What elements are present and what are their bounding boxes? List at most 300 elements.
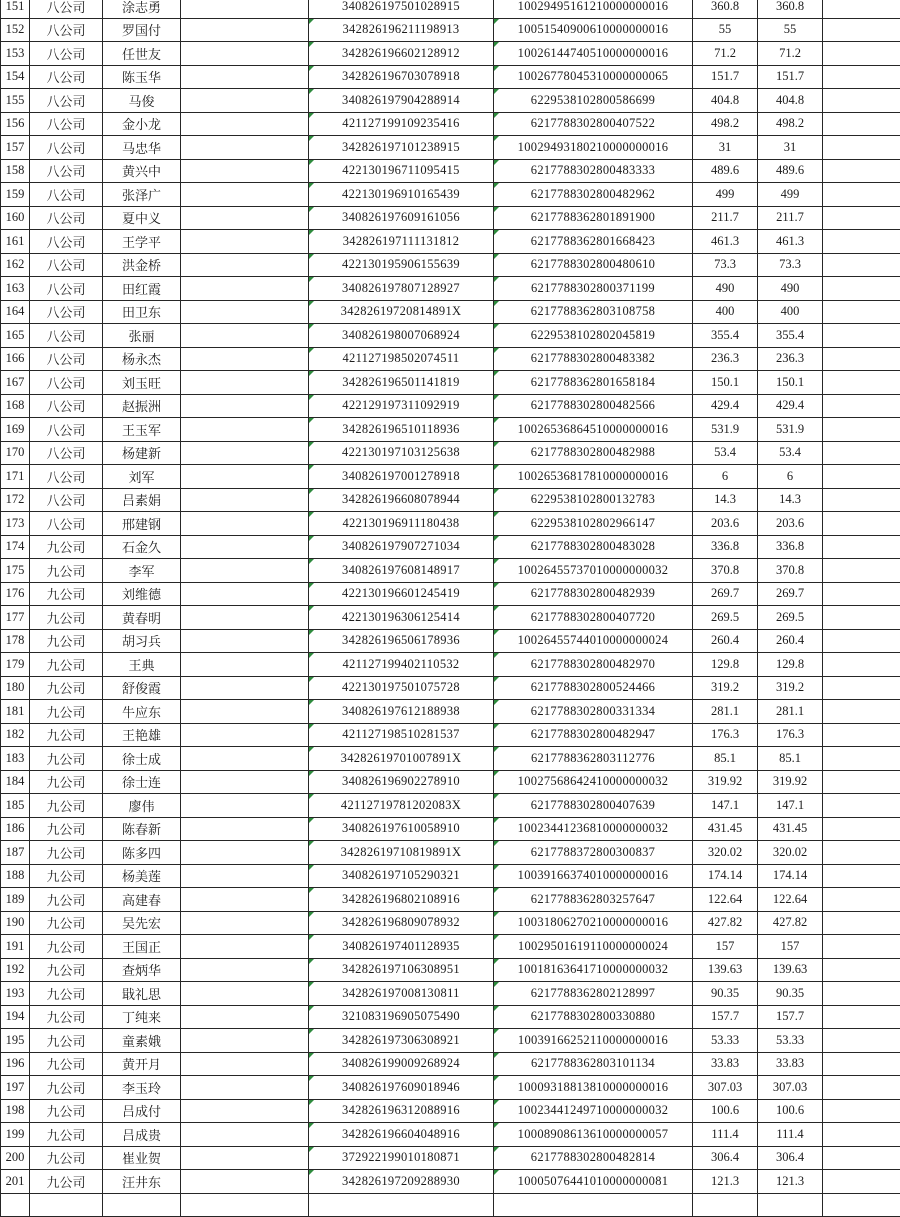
account-number-cell[interactable] [494,864,693,888]
person-name-cell[interactable]: 崔业贺 [103,1146,181,1170]
amount-confirm-cell[interactable] [758,1193,823,1217]
amount-confirm-cell[interactable]: 499 [758,183,823,207]
account-number-cell[interactable] [494,1170,693,1194]
empty-cell[interactable] [181,347,309,371]
account-number-cell[interactable] [494,1099,693,1123]
empty-cell[interactable] [823,324,900,348]
amount-cell[interactable]: 306.4 [693,1146,758,1170]
person-name-cell[interactable]: 赵振洲 [103,394,181,418]
company-cell[interactable]: 八公司 [30,136,103,160]
amount-cell[interactable]: 111.4 [693,1123,758,1147]
empty-cell[interactable] [181,653,309,677]
person-name-cell[interactable]: 洪金桥 [103,253,181,277]
amount-confirm-cell[interactable]: 174.14 [758,864,823,888]
row-number-cell[interactable]: 190 [1,911,30,935]
empty-cell[interactable] [181,888,309,912]
empty-cell[interactable] [181,230,309,254]
id-number-cell[interactable] [309,42,494,66]
empty-cell[interactable] [181,606,309,630]
account-number-cell[interactable] [494,911,693,935]
company-cell[interactable]: 八公司 [30,112,103,136]
row-number-cell[interactable]: 173 [1,512,30,536]
empty-cell[interactable] [181,1052,309,1076]
row-number-cell[interactable]: 165 [1,324,30,348]
amount-confirm-cell[interactable]: 157 [758,935,823,959]
account-number-cell[interactable] [494,1123,693,1147]
amount-confirm-cell[interactable]: 151.7 [758,65,823,89]
row-number-cell[interactable]: 156 [1,112,30,136]
company-cell[interactable]: 八公司 [30,418,103,442]
amount-confirm-cell[interactable]: 111.4 [758,1123,823,1147]
amount-cell[interactable]: 355.4 [693,324,758,348]
empty-cell[interactable] [823,1052,900,1076]
account-number-cell[interactable] [494,324,693,348]
company-cell[interactable]: 九公司 [30,700,103,724]
account-number-cell[interactable] [494,206,693,230]
empty-cell[interactable] [181,1170,309,1194]
amount-confirm-cell[interactable]: 320.02 [758,841,823,865]
amount-cell[interactable]: 269.5 [693,606,758,630]
amount-confirm-cell[interactable]: 498.2 [758,112,823,136]
row-number-cell[interactable]: 158 [1,159,30,183]
id-number-cell[interactable] [309,1099,494,1123]
id-number-cell[interactable] [309,1052,494,1076]
account-number-cell[interactable] [494,582,693,606]
empty-cell[interactable] [823,0,900,18]
company-cell[interactable]: 九公司 [30,747,103,771]
company-cell[interactable]: 九公司 [30,841,103,865]
amount-cell[interactable] [693,1193,758,1217]
empty-cell[interactable] [181,1005,309,1029]
empty-cell[interactable] [181,958,309,982]
amount-cell[interactable]: 121.3 [693,1170,758,1194]
amount-cell[interactable]: 211.7 [693,206,758,230]
amount-confirm-cell[interactable]: 211.7 [758,206,823,230]
account-number-cell[interactable] [494,794,693,818]
amount-cell[interactable]: 33.83 [693,1052,758,1076]
empty-cell[interactable] [823,206,900,230]
amount-cell[interactable]: 236.3 [693,347,758,371]
row-number-cell[interactable]: 152 [1,18,30,42]
company-cell[interactable]: 八公司 [30,488,103,512]
account-number-cell[interactable] [494,559,693,583]
account-number-cell[interactable] [494,888,693,912]
row-number-cell[interactable]: 189 [1,888,30,912]
amount-cell[interactable]: 100.6 [693,1099,758,1123]
id-number-cell[interactable] [309,300,494,324]
account-number-cell[interactable] [494,1076,693,1100]
person-name-cell[interactable]: 杨永杰 [103,347,181,371]
row-number-cell[interactable]: 181 [1,700,30,724]
company-cell[interactable]: 九公司 [30,606,103,630]
id-number-cell[interactable] [309,794,494,818]
amount-cell[interactable]: 336.8 [693,535,758,559]
id-number-cell[interactable] [309,841,494,865]
id-number-cell[interactable] [309,206,494,230]
empty-cell[interactable] [823,371,900,395]
empty-cell[interactable] [823,888,900,912]
company-cell[interactable]: 九公司 [30,1170,103,1194]
empty-cell[interactable] [181,770,309,794]
empty-cell[interactable] [823,65,900,89]
id-number-cell[interactable] [309,864,494,888]
amount-cell[interactable]: 139.63 [693,958,758,982]
row-number-cell[interactable]: 194 [1,1005,30,1029]
account-number-cell[interactable] [494,676,693,700]
company-cell[interactable]: 九公司 [30,1052,103,1076]
empty-cell[interactable] [181,0,309,18]
amount-cell[interactable]: 73.3 [693,253,758,277]
row-number-cell[interactable]: 155 [1,89,30,113]
id-number-cell[interactable] [309,112,494,136]
empty-cell[interactable] [181,394,309,418]
empty-cell[interactable] [181,794,309,818]
id-number-cell[interactable] [309,747,494,771]
company-cell[interactable]: 九公司 [30,1123,103,1147]
id-number-cell[interactable] [309,606,494,630]
amount-confirm-cell[interactable]: 6 [758,465,823,489]
amount-confirm-cell[interactable]: 400 [758,300,823,324]
account-number-cell[interactable] [494,1193,693,1217]
amount-cell[interactable]: 490 [693,277,758,301]
empty-cell[interactable] [181,418,309,442]
amount-cell[interactable]: 85.1 [693,747,758,771]
amount-confirm-cell[interactable]: 429.4 [758,394,823,418]
id-number-cell[interactable] [309,0,494,18]
empty-cell[interactable] [181,465,309,489]
id-number-cell[interactable] [309,535,494,559]
amount-confirm-cell[interactable]: 360.8 [758,0,823,18]
amount-cell[interactable]: 53.33 [693,1029,758,1053]
row-number-cell[interactable]: 185 [1,794,30,818]
empty-cell[interactable] [181,864,309,888]
amount-cell[interactable]: 319.92 [693,770,758,794]
row-number-cell[interactable]: 153 [1,42,30,66]
row-number-cell[interactable]: 199 [1,1123,30,1147]
empty-cell[interactable] [823,347,900,371]
person-name-cell[interactable]: 陈玉华 [103,65,181,89]
id-number-cell[interactable] [309,18,494,42]
amount-cell[interactable]: 260.4 [693,629,758,653]
empty-cell[interactable] [181,700,309,724]
empty-cell[interactable] [181,183,309,207]
empty-cell[interactable] [823,230,900,254]
empty-cell[interactable] [181,676,309,700]
amount-cell[interactable]: 320.02 [693,841,758,865]
empty-cell[interactable] [823,1146,900,1170]
person-name-cell[interactable]: 刘维德 [103,582,181,606]
empty-cell[interactable] [181,1076,309,1100]
account-number-cell[interactable] [494,488,693,512]
amount-confirm-cell[interactable]: 157.7 [758,1005,823,1029]
amount-confirm-cell[interactable]: 306.4 [758,1146,823,1170]
amount-confirm-cell[interactable]: 121.3 [758,1170,823,1194]
empty-cell[interactable] [181,253,309,277]
person-name-cell[interactable]: 张泽广 [103,183,181,207]
empty-cell[interactable] [181,747,309,771]
row-number-cell[interactable]: 164 [1,300,30,324]
amount-confirm-cell[interactable]: 147.1 [758,794,823,818]
amount-confirm-cell[interactable]: 269.5 [758,606,823,630]
empty-cell[interactable] [823,89,900,113]
id-number-cell[interactable] [309,347,494,371]
account-number-cell[interactable] [494,1029,693,1053]
company-cell[interactable]: 九公司 [30,864,103,888]
amount-cell[interactable]: 6 [693,465,758,489]
person-name-cell[interactable]: 夏中义 [103,206,181,230]
amount-confirm-cell[interactable]: 33.83 [758,1052,823,1076]
row-number-cell[interactable]: 186 [1,817,30,841]
company-cell[interactable]: 八公司 [30,300,103,324]
id-number-cell[interactable] [309,418,494,442]
empty-cell[interactable] [181,300,309,324]
amount-confirm-cell[interactable]: 461.3 [758,230,823,254]
row-number-cell[interactable]: 176 [1,582,30,606]
company-cell[interactable]: 九公司 [30,653,103,677]
id-number-cell[interactable] [309,935,494,959]
person-name-cell[interactable]: 马俊 [103,89,181,113]
amount-confirm-cell[interactable]: 269.7 [758,582,823,606]
amount-confirm-cell[interactable]: 431.45 [758,817,823,841]
empty-cell[interactable] [181,136,309,160]
account-number-cell[interactable] [494,1005,693,1029]
amount-confirm-cell[interactable]: 307.03 [758,1076,823,1100]
amount-confirm-cell[interactable]: 176.3 [758,723,823,747]
account-number-cell[interactable] [494,747,693,771]
empty-cell[interactable] [823,112,900,136]
id-number-cell[interactable] [309,183,494,207]
id-number-cell[interactable] [309,441,494,465]
person-name-cell[interactable]: 吴先宏 [103,911,181,935]
account-number-cell[interactable] [494,958,693,982]
amount-confirm-cell[interactable]: 490 [758,277,823,301]
empty-cell[interactable] [823,1193,900,1217]
row-number-cell[interactable]: 192 [1,958,30,982]
company-cell[interactable]: 九公司 [30,935,103,959]
amount-cell[interactable]: 71.2 [693,42,758,66]
amount-cell[interactable]: 174.14 [693,864,758,888]
amount-confirm-cell[interactable]: 203.6 [758,512,823,536]
amount-cell[interactable]: 427.82 [693,911,758,935]
account-number-cell[interactable] [494,136,693,160]
account-number-cell[interactable] [494,935,693,959]
amount-confirm-cell[interactable]: 14.3 [758,488,823,512]
company-cell[interactable] [30,1193,103,1217]
id-number-cell[interactable] [309,277,494,301]
row-number-cell[interactable]: 163 [1,277,30,301]
amount-cell[interactable]: 281.1 [693,700,758,724]
row-number-cell[interactable]: 172 [1,488,30,512]
person-name-cell[interactable]: 马忠华 [103,136,181,160]
company-cell[interactable]: 九公司 [30,911,103,935]
id-number-cell[interactable] [309,653,494,677]
person-name-cell[interactable]: 查炳华 [103,958,181,982]
person-name-cell[interactable]: 舒俊霞 [103,676,181,700]
row-number-cell[interactable]: 169 [1,418,30,442]
id-number-cell[interactable] [309,723,494,747]
id-number-cell[interactable] [309,512,494,536]
amount-confirm-cell[interactable]: 139.63 [758,958,823,982]
company-cell[interactable]: 八公司 [30,18,103,42]
company-cell[interactable]: 八公司 [30,324,103,348]
amount-confirm-cell[interactable]: 150.1 [758,371,823,395]
company-cell[interactable]: 九公司 [30,1005,103,1029]
amount-confirm-cell[interactable]: 71.2 [758,42,823,66]
amount-confirm-cell[interactable]: 31 [758,136,823,160]
amount-cell[interactable]: 53.4 [693,441,758,465]
amount-confirm-cell[interactable]: 319.2 [758,676,823,700]
empty-cell[interactable] [181,206,309,230]
amount-cell[interactable]: 150.1 [693,371,758,395]
company-cell[interactable]: 九公司 [30,559,103,583]
company-cell[interactable]: 八公司 [30,65,103,89]
empty-cell[interactable] [823,582,900,606]
id-number-cell[interactable] [309,159,494,183]
row-number-cell[interactable]: 175 [1,559,30,583]
amount-confirm-cell[interactable]: 236.3 [758,347,823,371]
empty-cell[interactable] [181,1099,309,1123]
empty-cell[interactable] [823,841,900,865]
person-name-cell[interactable]: 黄兴中 [103,159,181,183]
amount-cell[interactable]: 307.03 [693,1076,758,1100]
account-number-cell[interactable] [494,817,693,841]
row-number-cell[interactable]: 160 [1,206,30,230]
company-cell[interactable]: 八公司 [30,230,103,254]
account-number-cell[interactable] [494,418,693,442]
person-name-cell[interactable] [103,1193,181,1217]
person-name-cell[interactable]: 涂志勇 [103,0,181,18]
empty-cell[interactable] [823,136,900,160]
amount-confirm-cell[interactable]: 319.92 [758,770,823,794]
person-name-cell[interactable]: 戢礼思 [103,982,181,1006]
row-number-cell[interactable]: 170 [1,441,30,465]
account-number-cell[interactable] [494,653,693,677]
person-name-cell[interactable]: 张丽 [103,324,181,348]
id-number-cell[interactable] [309,1170,494,1194]
account-number-cell[interactable] [494,18,693,42]
row-number-cell[interactable]: 187 [1,841,30,865]
company-cell[interactable]: 九公司 [30,723,103,747]
person-name-cell[interactable]: 吕素娟 [103,488,181,512]
account-number-cell[interactable] [494,770,693,794]
amount-cell[interactable]: 431.45 [693,817,758,841]
row-number-cell[interactable]: 174 [1,535,30,559]
empty-cell[interactable] [823,1005,900,1029]
id-number-cell[interactable] [309,371,494,395]
empty-cell[interactable] [823,277,900,301]
empty-cell[interactable] [823,1170,900,1194]
amount-cell[interactable]: 499 [693,183,758,207]
row-number-cell[interactable]: 157 [1,136,30,160]
empty-cell[interactable] [181,582,309,606]
empty-cell[interactable] [823,512,900,536]
person-name-cell[interactable]: 杨建新 [103,441,181,465]
id-number-cell[interactable] [309,582,494,606]
person-name-cell[interactable]: 徐士连 [103,770,181,794]
empty-cell[interactable] [181,817,309,841]
account-number-cell[interactable] [494,535,693,559]
person-name-cell[interactable]: 童素娥 [103,1029,181,1053]
empty-cell[interactable] [181,841,309,865]
person-name-cell[interactable]: 邢建钢 [103,512,181,536]
id-number-cell[interactable] [309,394,494,418]
amount-confirm-cell[interactable]: 85.1 [758,747,823,771]
account-number-cell[interactable] [494,512,693,536]
company-cell[interactable]: 九公司 [30,817,103,841]
company-cell[interactable]: 九公司 [30,1099,103,1123]
row-number-cell[interactable]: 162 [1,253,30,277]
account-number-cell[interactable] [494,230,693,254]
empty-cell[interactable] [181,488,309,512]
empty-cell[interactable] [823,253,900,277]
row-number-cell[interactable] [1,1193,30,1217]
row-number-cell[interactable]: 177 [1,606,30,630]
account-number-cell[interactable] [494,277,693,301]
account-number-cell[interactable] [494,112,693,136]
company-cell[interactable]: 八公司 [30,512,103,536]
id-number-cell[interactable] [309,888,494,912]
empty-cell[interactable] [823,723,900,747]
amount-confirm-cell[interactable]: 336.8 [758,535,823,559]
row-number-cell[interactable]: 201 [1,1170,30,1194]
person-name-cell[interactable]: 黄开月 [103,1052,181,1076]
amount-confirm-cell[interactable]: 100.6 [758,1099,823,1123]
amount-confirm-cell[interactable]: 90.35 [758,982,823,1006]
row-number-cell[interactable]: 161 [1,230,30,254]
amount-cell[interactable]: 404.8 [693,89,758,113]
account-number-cell[interactable] [494,89,693,113]
company-cell[interactable]: 九公司 [30,770,103,794]
person-name-cell[interactable]: 徐士成 [103,747,181,771]
company-cell[interactable]: 八公司 [30,253,103,277]
row-number-cell[interactable]: 168 [1,394,30,418]
person-name-cell[interactable]: 王学平 [103,230,181,254]
empty-cell[interactable] [181,1146,309,1170]
company-cell[interactable]: 八公司 [30,465,103,489]
person-name-cell[interactable]: 罗国付 [103,18,181,42]
company-cell[interactable]: 九公司 [30,794,103,818]
row-number-cell[interactable]: 178 [1,629,30,653]
row-number-cell[interactable]: 197 [1,1076,30,1100]
amount-cell[interactable]: 122.64 [693,888,758,912]
id-number-cell[interactable] [309,676,494,700]
row-number-cell[interactable]: 151 [1,0,30,18]
person-name-cell[interactable]: 李军 [103,559,181,583]
id-number-cell[interactable] [309,911,494,935]
amount-cell[interactable]: 147.1 [693,794,758,818]
company-cell[interactable]: 九公司 [30,676,103,700]
person-name-cell[interactable]: 王玉军 [103,418,181,442]
empty-cell[interactable] [823,300,900,324]
amount-cell[interactable]: 129.8 [693,653,758,677]
amount-cell[interactable]: 269.7 [693,582,758,606]
empty-cell[interactable] [181,65,309,89]
amount-confirm-cell[interactable]: 427.82 [758,911,823,935]
row-number-cell[interactable]: 171 [1,465,30,489]
empty-cell[interactable] [823,488,900,512]
account-number-cell[interactable] [494,1146,693,1170]
id-number-cell[interactable] [309,253,494,277]
empty-cell[interactable] [181,277,309,301]
person-name-cell[interactable]: 李玉玲 [103,1076,181,1100]
company-cell[interactable]: 八公司 [30,371,103,395]
empty-cell[interactable] [181,42,309,66]
amount-cell[interactable]: 176.3 [693,723,758,747]
company-cell[interactable]: 九公司 [30,535,103,559]
person-name-cell[interactable]: 黄春明 [103,606,181,630]
empty-cell[interactable] [823,653,900,677]
row-number-cell[interactable]: 198 [1,1099,30,1123]
